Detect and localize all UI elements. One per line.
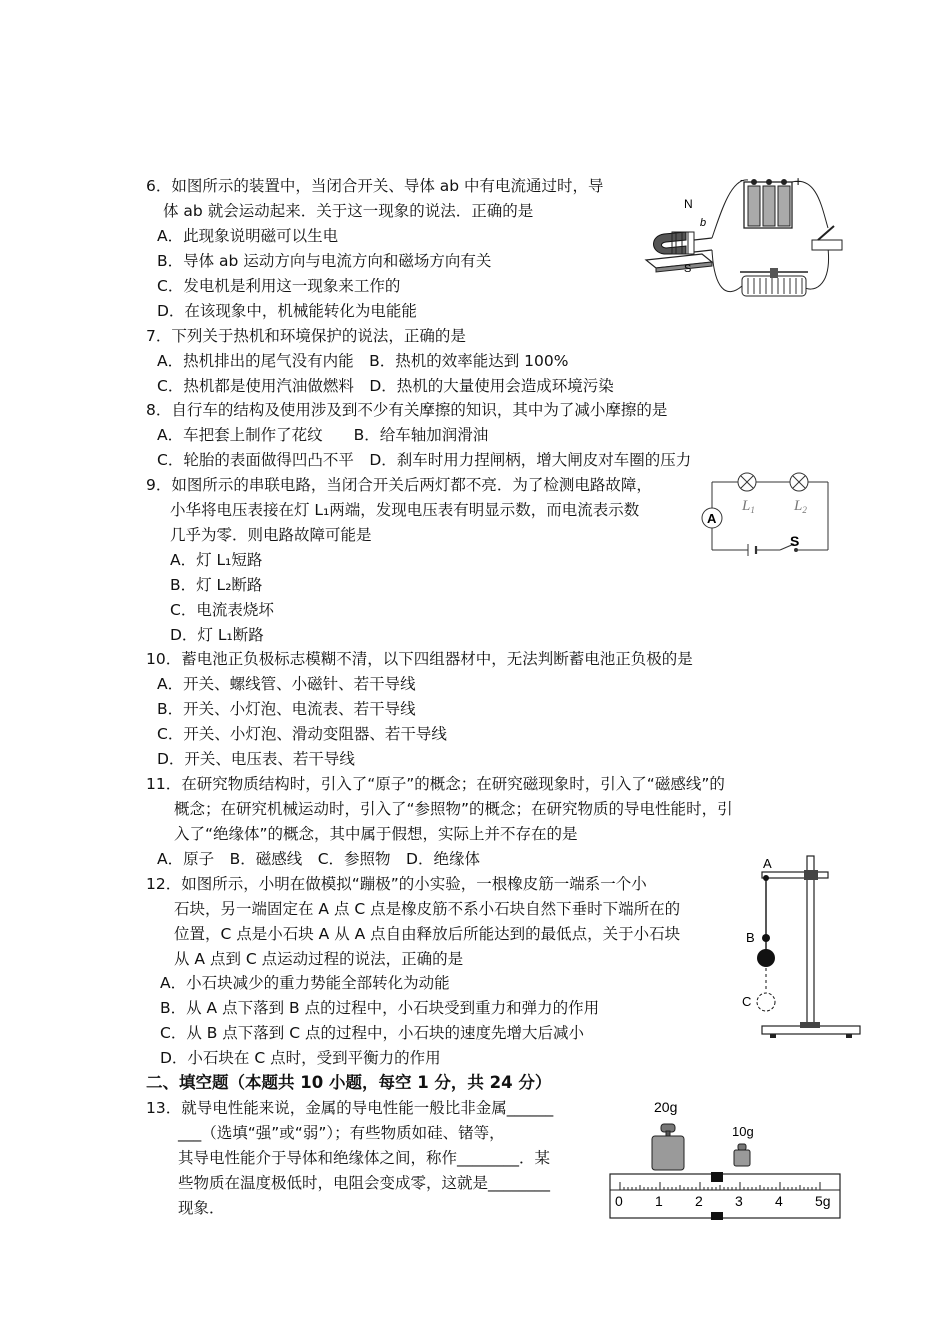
text-line: B．开关、小灯泡、电流表、若干导线 [157,700,416,718]
text-line: D．开关、电压表、若干导线 [157,750,355,768]
text-line: 几乎为零．则电路故障可能是 [170,526,372,544]
scale-tick-label: 0 [615,1193,623,1209]
text-line: B．灯 L₂断路 [170,576,263,594]
text-line: C．电流表烧坏 [170,601,274,619]
scale-tick-label: 3 [735,1193,743,1209]
rod-b-label: b [700,217,707,229]
text-line: 13．就导电性能来说，金属的导电性能一般比非金属______ [146,1099,554,1117]
svg-text:L2 [793,498,807,515]
lamp-l1-label: L [742,498,751,514]
text-line: A．车把套上制作了花纹 B．给车轴加润滑油 [157,426,489,444]
text-line: 其导电性能介于导体和绝缘体之间，称作________．某 [178,1149,551,1167]
text-line: 些物质在温度极低时，电阻会变成零，这就是________ [178,1174,551,1192]
text-line: A．热机排出的尾气没有内能 B．热机的效率能达到 100% [157,352,569,370]
figure-q9-series-circuit [700,472,832,560]
figure-q12-bungee-stand [736,852,866,1044]
switch-label: S [790,533,800,549]
text-line: D．在该现象中，机械能转化为电能能 [157,302,417,320]
text-line: 从 A 点到 C 点运动过程的说法，正确的是 [174,950,464,968]
text-line: B．导体 ab 运动方向与电流方向和磁场方向有关 [157,252,492,270]
ammeter-label: A [707,511,717,526]
text-line: D．小石块在 C 点时，受到平衡力的作用 [160,1049,441,1067]
text-line: 体 ab 就会运动起来．关于这一现象的说法．正确的是 [163,202,534,220]
text-line: C．热机都是使用汽油做燃料 D．热机的大量使用会造成环境污染 [157,377,614,395]
text-line: A．开关、螺线管、小磁针、若干导线 [157,675,416,693]
text-line: 6．如图所示的装置中，当闭合开关、导体 ab 中有电流通过时，导 [146,177,604,195]
text-line: 12．如图所示，小明在做模拟“蹦极”的小实验，一根橡皮筋一端系一个小 [146,875,647,893]
text-line: D．灯 L₁断路 [170,626,264,644]
text-line: 10．蓄电池正负极标志模糊不清，以下四组器材中，无法判断蓄电池正负极的是 [146,650,693,668]
text-line: 石块，另一端固定在 A 点 C 点是橡皮筋不系小石块自然下垂时下端所在的 [174,900,681,918]
scale-tick-label: 5g [815,1193,831,1209]
text-line: 小华将电压表接在灯 L₁两端，发现电压表有明显示数，而电流表示数 [170,501,640,519]
text-line: 9．如图所示的串联电路，当闭合开关后两灯都不亮．为了检测电路故障， [146,476,652,494]
point-a-label: A [763,856,772,871]
battery-minus-label: - [740,172,745,187]
text-line: C．轮胎的表面做得凹凸不平 D．刹车时用力捏闸柄，增大闸皮对车圈的压力 [157,451,692,469]
text-line: A．小石块减少的重力势能全部转化为动能 [160,974,450,992]
text-line: C．开关、小灯泡、滑动变阻器、若干导线 [157,725,447,743]
point-c-label: C [742,994,752,1009]
text-line: 概念；在研究机械运动时，引入了“参照物”的概念；在研究物质的导电性能时，引 [174,800,733,818]
lamp-l1-subscript: 1 [750,505,755,515]
text-line: 位置，C 点是小石块 A 从 A 点自由释放后所能达到的最低点，关于小石块 [174,925,681,943]
text-line: A．此现象说明磁可以生电 [157,227,339,245]
text-line: 11．在研究物质结构时，引入了“原子”的概念；在研究磁现象时，引入了“磁感线”的 [146,775,725,793]
text-line: 入了“绝缘体”的概念，其中属于假想，实际上并不存在的是 [174,825,578,843]
section-title: 二、填空题（本题共 10 小题，每空 1 分，共 24 分） [146,1073,552,1092]
text-line: ___（选填“强”或“弱”）；有些物质如硅、锗等， [178,1124,505,1142]
battery-plus-label: + [794,173,803,189]
point-b-label: B [746,930,755,945]
text-line: 8．自行车的结构及使用涉及到不少有关摩擦的知识，其中为了减小摩擦的是 [146,401,668,419]
text-line: 现象． [178,1199,225,1217]
lamp-l2-subscript: 2 [802,505,807,515]
text-line: 7．下列关于热机和环境保护的说法，正确的是 [146,327,466,345]
text-line: A．灯 L₁短路 [170,551,263,569]
weight-10g-label: 10g [732,1124,754,1139]
scale-tick-label: 2 [695,1193,703,1209]
pole-s-label: S [684,263,692,275]
svg-text:L1 [741,498,755,515]
weight-20g-label: 20g [654,1099,678,1115]
text-line: B．从 A 点下落到 B 点的过程中，小石块受到重力和弹力的作用 [160,999,600,1017]
scale-tick-label: 4 [775,1193,783,1209]
lamp-l2-label: L [794,498,803,514]
scale-tick-label: 1 [655,1193,663,1209]
text-line: A．原子 B．磁感线 C．参照物 D．绝缘体 [157,850,480,868]
pole-n-label: N [684,197,693,211]
text-line: C．发电机是利用这一现象来工作的 [157,277,401,295]
figure-q6-apparatus [642,168,852,308]
figure-q13-balance-weights [606,1094,846,1226]
text-line: C．从 B 点下落到 C 点的过程中，小石块的速度先增大后减小 [160,1024,584,1042]
